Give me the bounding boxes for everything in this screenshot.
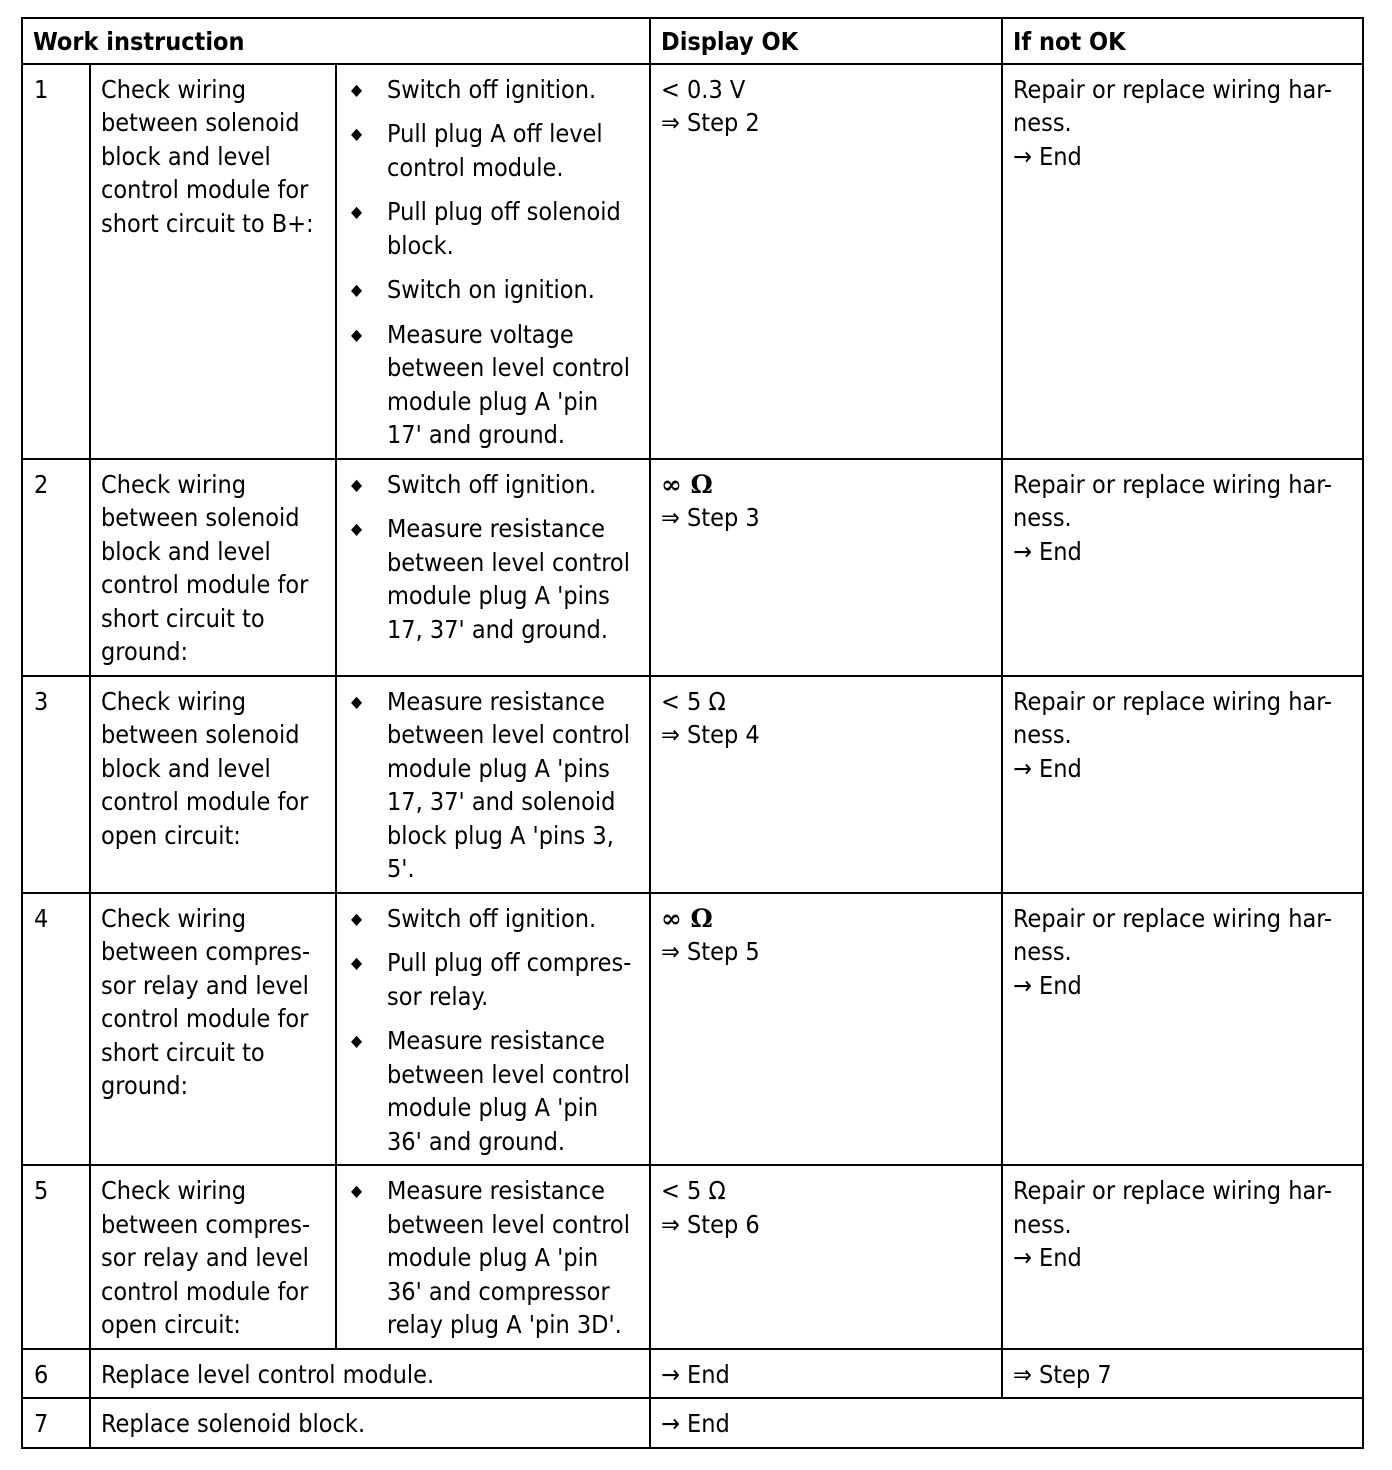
if-not-ok-cell <box>1002 64 1363 459</box>
action-text: Pull plug A off level control module. <box>387 119 603 182</box>
step-check: Check wiring between compres-sor relay and level control module for open circuit: <box>90 1165 336 1349</box>
display-ok-cell <box>650 459 1002 676</box>
display-ok-cell: → End <box>650 1349 1002 1399</box>
action-item <box>347 685 639 886</box>
ok-value: < 5 Ω <box>661 1176 726 1205</box>
ok-next: ⇒ Step 3 <box>661 503 760 532</box>
table-header-row <box>22 18 1363 64</box>
action-item <box>347 273 639 307</box>
display-ok-cell: → End <box>650 1398 1363 1448</box>
step-number: 6 <box>22 1349 90 1399</box>
table-row <box>22 1165 1363 1349</box>
header-work-instruction: Work instruction <box>22 18 650 64</box>
diamond-bullet-icon: ◆ <box>351 1181 363 1200</box>
ok-next: ⇒ Step 5 <box>661 937 760 966</box>
action-item <box>347 512 639 646</box>
not-ok-text: Repair or replace wiring har-ness. <box>1013 903 1333 966</box>
diamond-bullet-icon: ◆ <box>351 474 363 494</box>
step-actions <box>336 1165 650 1349</box>
diamond-bullet-icon: ◆ <box>351 691 363 711</box>
ok-value: < 5 Ω <box>661 686 726 716</box>
diamond-bullet-icon: ◆ <box>351 953 363 972</box>
action-text: Measure resistance between level control module plug A 'pins 17, 37' and ground. <box>387 514 630 644</box>
step-number: 1 <box>22 64 90 459</box>
not-ok-next: → End <box>1013 970 1082 1000</box>
not-ok-next: → End <box>1013 1243 1082 1272</box>
display-ok-cell <box>650 64 1002 459</box>
ok-next: ⇒ Step 6 <box>661 1209 760 1239</box>
action-item <box>347 946 639 1013</box>
action-item <box>347 1174 639 1342</box>
not-ok-text: Repair or replace wiring har-ness. <box>1013 686 1333 749</box>
table-row <box>22 64 1363 459</box>
ok-value: ∞ Ω <box>661 903 713 933</box>
action-item <box>347 73 639 107</box>
step-actions <box>336 676 650 893</box>
step-number: 3 <box>22 676 90 893</box>
action-item <box>347 318 639 452</box>
diamond-bullet-icon: ◆ <box>351 280 363 299</box>
table-row <box>22 1398 1363 1448</box>
diamond-bullet-icon: ◆ <box>351 79 363 99</box>
if-not-ok-cell <box>1002 1165 1363 1349</box>
step-number: 7 <box>22 1398 90 1448</box>
step-number: 5 <box>22 1165 90 1349</box>
ok-next: ⇒ Step 4 <box>661 720 760 749</box>
table-row <box>22 459 1363 676</box>
not-ok-text: Repair or replace wiring har-ness. <box>1013 1176 1333 1239</box>
work-instruction-table <box>21 17 1364 1449</box>
not-ok-next: → End <box>1013 753 1082 783</box>
header-display-ok: Display OK <box>650 18 1002 64</box>
action-item <box>347 117 639 184</box>
action-item <box>347 902 639 936</box>
action-text: Measure resistance between level control module plug A 'pin 36' and ground. <box>387 1026 630 1156</box>
diamond-bullet-icon: ◆ <box>351 908 363 928</box>
step-actions <box>336 459 650 676</box>
diamond-bullet-icon: ◆ <box>351 202 363 221</box>
step-text: Replace level control module. <box>90 1349 650 1399</box>
diamond-bullet-icon: ◆ <box>351 1031 363 1050</box>
step-text: Replace solenoid block. <box>90 1398 650 1448</box>
action-item <box>347 195 639 262</box>
diamond-bullet-icon: ◆ <box>351 324 363 344</box>
not-ok-next: → End <box>1013 536 1082 566</box>
step-check: Check wiring between solenoid block and level control module for short circuit to ground: <box>90 459 336 676</box>
table-row <box>22 676 1363 893</box>
if-not-ok-cell <box>1002 676 1363 893</box>
step-number: 4 <box>22 893 90 1166</box>
action-text: Switch off ignition. <box>387 469 597 499</box>
step-actions <box>336 64 650 459</box>
action-text: Switch on ignition. <box>387 275 595 304</box>
action-text: Switch off ignition. <box>387 74 597 104</box>
if-not-ok-cell: ⇒ Step 7 <box>1002 1349 1363 1399</box>
display-ok-cell <box>650 893 1002 1166</box>
action-text: Pull plug off compres-sor relay. <box>387 948 632 1011</box>
action-item <box>347 468 639 502</box>
display-ok-cell <box>650 676 1002 893</box>
header-if-not-ok: If not OK <box>1002 18 1363 64</box>
if-not-ok-cell <box>1002 459 1363 676</box>
action-text: Switch off ignition. <box>387 903 597 933</box>
ok-next: ⇒ Step 2 <box>661 108 760 137</box>
action-text: Pull plug off solenoid block. <box>387 197 621 260</box>
table-row <box>22 1349 1363 1399</box>
step-number: 2 <box>22 459 90 676</box>
ok-value: < 0.3 V <box>661 74 746 104</box>
action-text: Measure voltage between level control module plug A 'pin 17' and ground. <box>387 319 630 449</box>
not-ok-text: Repair or replace wiring har-ness. <box>1013 469 1333 532</box>
action-text: Measure resistance between level control module plug A 'pins 17, 37' and solenoid block plug A 'pins 3, 5'. <box>387 686 630 883</box>
step-check: Check wiring between compres-sor relay and level control module for short circuit to ground: <box>90 893 336 1166</box>
diamond-bullet-icon: ◆ <box>351 124 363 143</box>
not-ok-text: Repair or replace wiring har-ness. <box>1013 74 1333 137</box>
ok-value: ∞ Ω <box>661 469 713 499</box>
action-item <box>347 1024 639 1158</box>
step-check: Check wiring between solenoid block and level control module for short circuit to B+: <box>90 64 336 459</box>
if-not-ok-cell <box>1002 893 1363 1166</box>
action-text: Measure resistance between level control module plug A 'pin 36' and compressor relay plug A 'pin 3D'. <box>387 1176 630 1339</box>
step-actions <box>336 893 650 1166</box>
not-ok-next: → End <box>1013 141 1082 171</box>
diamond-bullet-icon: ◆ <box>351 519 363 538</box>
table-row <box>22 893 1363 1166</box>
display-ok-cell <box>650 1165 1002 1349</box>
step-check: Check wiring between solenoid block and level control module for open circuit: <box>90 676 336 893</box>
